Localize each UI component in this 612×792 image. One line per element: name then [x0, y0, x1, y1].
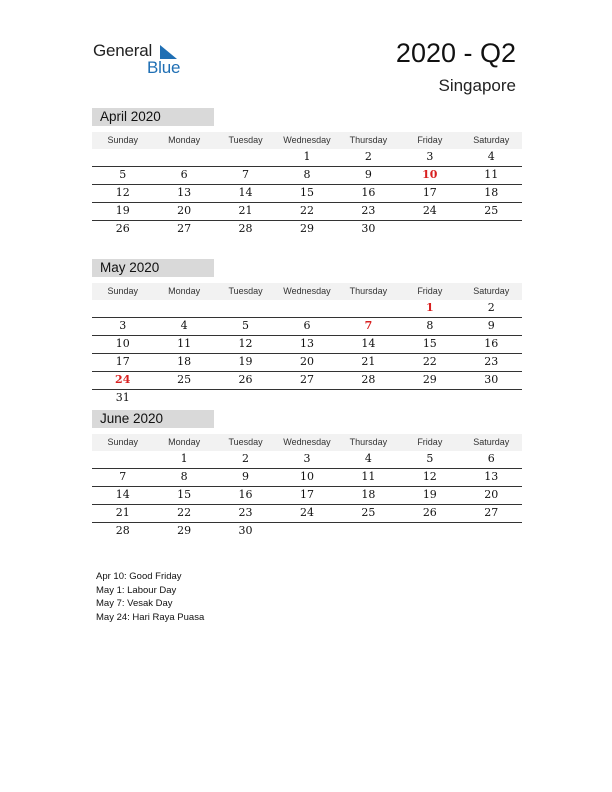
day-cell: 2: [242, 452, 250, 465]
weekday-header-row: [92, 132, 522, 149]
day-cell: 30: [484, 373, 499, 386]
weekday-label: Sunday: [107, 135, 138, 145]
day-cell: 5: [242, 319, 250, 332]
day-cell: 6: [487, 452, 495, 465]
day-cell: 25: [484, 204, 499, 217]
weekday-label: Tuesday: [228, 286, 263, 296]
weekday-label: Friday: [417, 437, 443, 447]
day-cell: 13: [484, 470, 499, 483]
day-cell: 10: [115, 337, 130, 350]
day-cell: 7: [364, 319, 373, 332]
day-cell: 5: [119, 168, 127, 181]
day-cell: 14: [361, 337, 376, 350]
day-cell: 12: [238, 337, 253, 350]
day-cell: 17: [115, 355, 130, 368]
week-row: [92, 185, 522, 203]
day-cell: 9: [242, 470, 250, 483]
day-cell: 22: [177, 506, 192, 519]
day-cell: 27: [484, 506, 499, 519]
day-cell: 20: [299, 355, 314, 368]
day-cell: 8: [180, 470, 188, 483]
day-cell: [338, 300, 399, 317]
weekday-label: Tuesday: [228, 437, 263, 447]
day-cell: 8: [426, 319, 434, 332]
day-cell: [276, 300, 337, 317]
month-label: June 2020: [92, 410, 214, 428]
weekday-label: Friday: [417, 286, 443, 296]
day-cell: 7: [119, 470, 127, 483]
day-cell: 2: [364, 150, 372, 163]
day-cell: 9: [487, 319, 495, 332]
weekday-label: Saturday: [473, 437, 510, 447]
weekday-label: Thursday: [349, 286, 388, 296]
day-cell: [461, 390, 522, 407]
weekday-label: Wednesday: [283, 135, 331, 145]
month-april: [92, 108, 522, 238]
week-row: [92, 203, 522, 221]
day-cell: 27: [177, 222, 192, 235]
weekday-label: Thursday: [349, 135, 388, 145]
day-cell: [338, 390, 399, 407]
day-cell: 24: [299, 506, 314, 519]
day-cell: 23: [484, 355, 499, 368]
day-cell: 23: [238, 506, 253, 519]
day-cell: [276, 390, 337, 407]
day-cell: 20: [484, 488, 499, 501]
day-cell: 13: [299, 337, 314, 350]
holiday-note: May 1: Labour Day: [96, 584, 177, 596]
week-row: [92, 221, 522, 238]
day-cell: 19: [238, 355, 253, 368]
day-cell: [338, 523, 399, 540]
day-cell: 15: [177, 488, 192, 501]
day-cell: 6: [180, 168, 188, 181]
weekday-label: Wednesday: [283, 286, 331, 296]
day-cell: 11: [361, 470, 376, 483]
weekday-label: Sunday: [107, 286, 138, 296]
weekday-label: Saturday: [473, 135, 510, 145]
day-cell: 31: [115, 391, 130, 404]
day-cell: 10: [299, 470, 314, 483]
month-june: [92, 410, 522, 540]
day-cell: 3: [303, 452, 311, 465]
day-cell: 16: [484, 337, 499, 350]
day-cell: 19: [115, 204, 130, 217]
day-cell: 28: [115, 524, 130, 537]
day-cell: 14: [238, 186, 253, 199]
day-cell: [153, 149, 214, 166]
week-row: [92, 523, 522, 540]
day-cell: [461, 221, 522, 238]
day-cell: 29: [177, 524, 192, 537]
day-cell: 2: [487, 301, 495, 314]
day-cell: 26: [115, 222, 130, 235]
day-cell: 13: [177, 186, 192, 199]
day-cell: 1: [180, 452, 188, 465]
day-cell: 11: [177, 337, 192, 350]
day-cell: 20: [177, 204, 192, 217]
week-row: [92, 318, 522, 336]
day-cell: 30: [238, 524, 253, 537]
day-cell: [461, 523, 522, 540]
day-cell: 30: [361, 222, 376, 235]
weekday-header-row: [92, 283, 522, 300]
day-cell: 16: [238, 488, 253, 501]
week-row: [92, 390, 522, 407]
week-row: [92, 300, 522, 318]
week-row: [92, 469, 522, 487]
week-row: [92, 336, 522, 354]
holiday-note: May 24: Hari Raya Puasa: [96, 611, 205, 623]
day-cell: [399, 221, 460, 238]
day-cell: 11: [484, 168, 499, 181]
day-cell: 3: [426, 150, 434, 163]
logo: [93, 41, 193, 79]
day-cell: [215, 149, 276, 166]
day-cell: 4: [487, 150, 495, 163]
day-cell: [399, 523, 460, 540]
weekday-label: Monday: [168, 135, 201, 145]
holiday-note: Apr 10: Good Friday: [96, 571, 182, 582]
day-cell: 10: [422, 168, 438, 181]
day-cell: [399, 390, 460, 407]
week-row: [92, 167, 522, 185]
day-cell: 9: [364, 168, 372, 181]
day-cell: 4: [364, 452, 372, 465]
day-cell: 23: [361, 204, 376, 217]
country-name: Singapore: [438, 76, 516, 95]
day-cell: 18: [484, 186, 499, 199]
day-cell: 5: [426, 452, 434, 465]
weekday-label: Friday: [417, 135, 443, 145]
day-cell: 28: [361, 373, 376, 386]
month-label: April 2020: [92, 108, 214, 126]
day-cell: 17: [299, 488, 314, 501]
day-cell: 4: [180, 319, 188, 332]
week-row: [92, 487, 522, 505]
day-cell: [153, 390, 214, 407]
weekday-header-row: [92, 434, 522, 451]
day-cell: 29: [299, 222, 314, 235]
day-cell: 21: [238, 204, 253, 217]
week-row: [92, 149, 522, 167]
weekday-label: Thursday: [349, 437, 388, 447]
weekday-label: Tuesday: [228, 135, 263, 145]
day-cell: 22: [299, 204, 314, 217]
day-cell: 28: [238, 222, 253, 235]
day-cell: [92, 451, 153, 468]
weekday-label: Monday: [168, 286, 201, 296]
day-cell: 6: [303, 319, 311, 332]
day-cell: 24: [422, 204, 437, 217]
day-cell: 18: [177, 355, 192, 368]
day-cell: 27: [299, 373, 314, 386]
day-cell: [215, 390, 276, 407]
day-cell: 12: [115, 186, 130, 199]
logo-word-general: General: [93, 41, 153, 60]
month-may: [92, 259, 522, 407]
day-cell: 3: [119, 319, 127, 332]
weekday-label: Sunday: [107, 437, 138, 447]
day-cell: 12: [422, 470, 437, 483]
day-cell: 16: [361, 186, 376, 199]
holiday-note: May 7: Vesak Day: [96, 598, 173, 609]
day-cell: 25: [361, 506, 376, 519]
day-cell: 25: [177, 373, 192, 386]
day-cell: 14: [115, 488, 130, 501]
day-cell: [215, 300, 276, 317]
weekday-label: Saturday: [473, 286, 510, 296]
day-cell: 18: [361, 488, 376, 501]
weekday-label: Monday: [168, 437, 201, 447]
day-cell: 24: [115, 373, 131, 386]
day-cell: [276, 523, 337, 540]
month-label: May 2020: [92, 259, 214, 277]
day-cell: 21: [115, 506, 130, 519]
logo-word-blue: Blue: [147, 58, 181, 77]
day-cell: 22: [422, 355, 437, 368]
holiday-notes: [96, 570, 204, 624]
day-cell: 15: [299, 186, 314, 199]
day-cell: 7: [242, 168, 250, 181]
week-row: [92, 372, 522, 390]
day-cell: 17: [422, 186, 437, 199]
day-cell: 1: [303, 150, 311, 163]
weekday-label: Wednesday: [283, 437, 331, 447]
day-cell: 21: [361, 355, 376, 368]
day-cell: 8: [303, 168, 311, 181]
page-title: 2020 - Q2: [395, 38, 516, 68]
day-cell: 26: [422, 506, 437, 519]
day-cell: 26: [238, 373, 253, 386]
day-cell: [92, 149, 153, 166]
week-row: [92, 505, 522, 523]
day-cell: 29: [422, 373, 437, 386]
week-row: [92, 451, 522, 469]
day-cell: 1: [425, 301, 434, 314]
day-cell: 15: [422, 337, 437, 350]
week-row: [92, 354, 522, 372]
day-cell: [153, 300, 214, 317]
day-cell: 19: [422, 488, 437, 501]
day-cell: [92, 300, 153, 317]
